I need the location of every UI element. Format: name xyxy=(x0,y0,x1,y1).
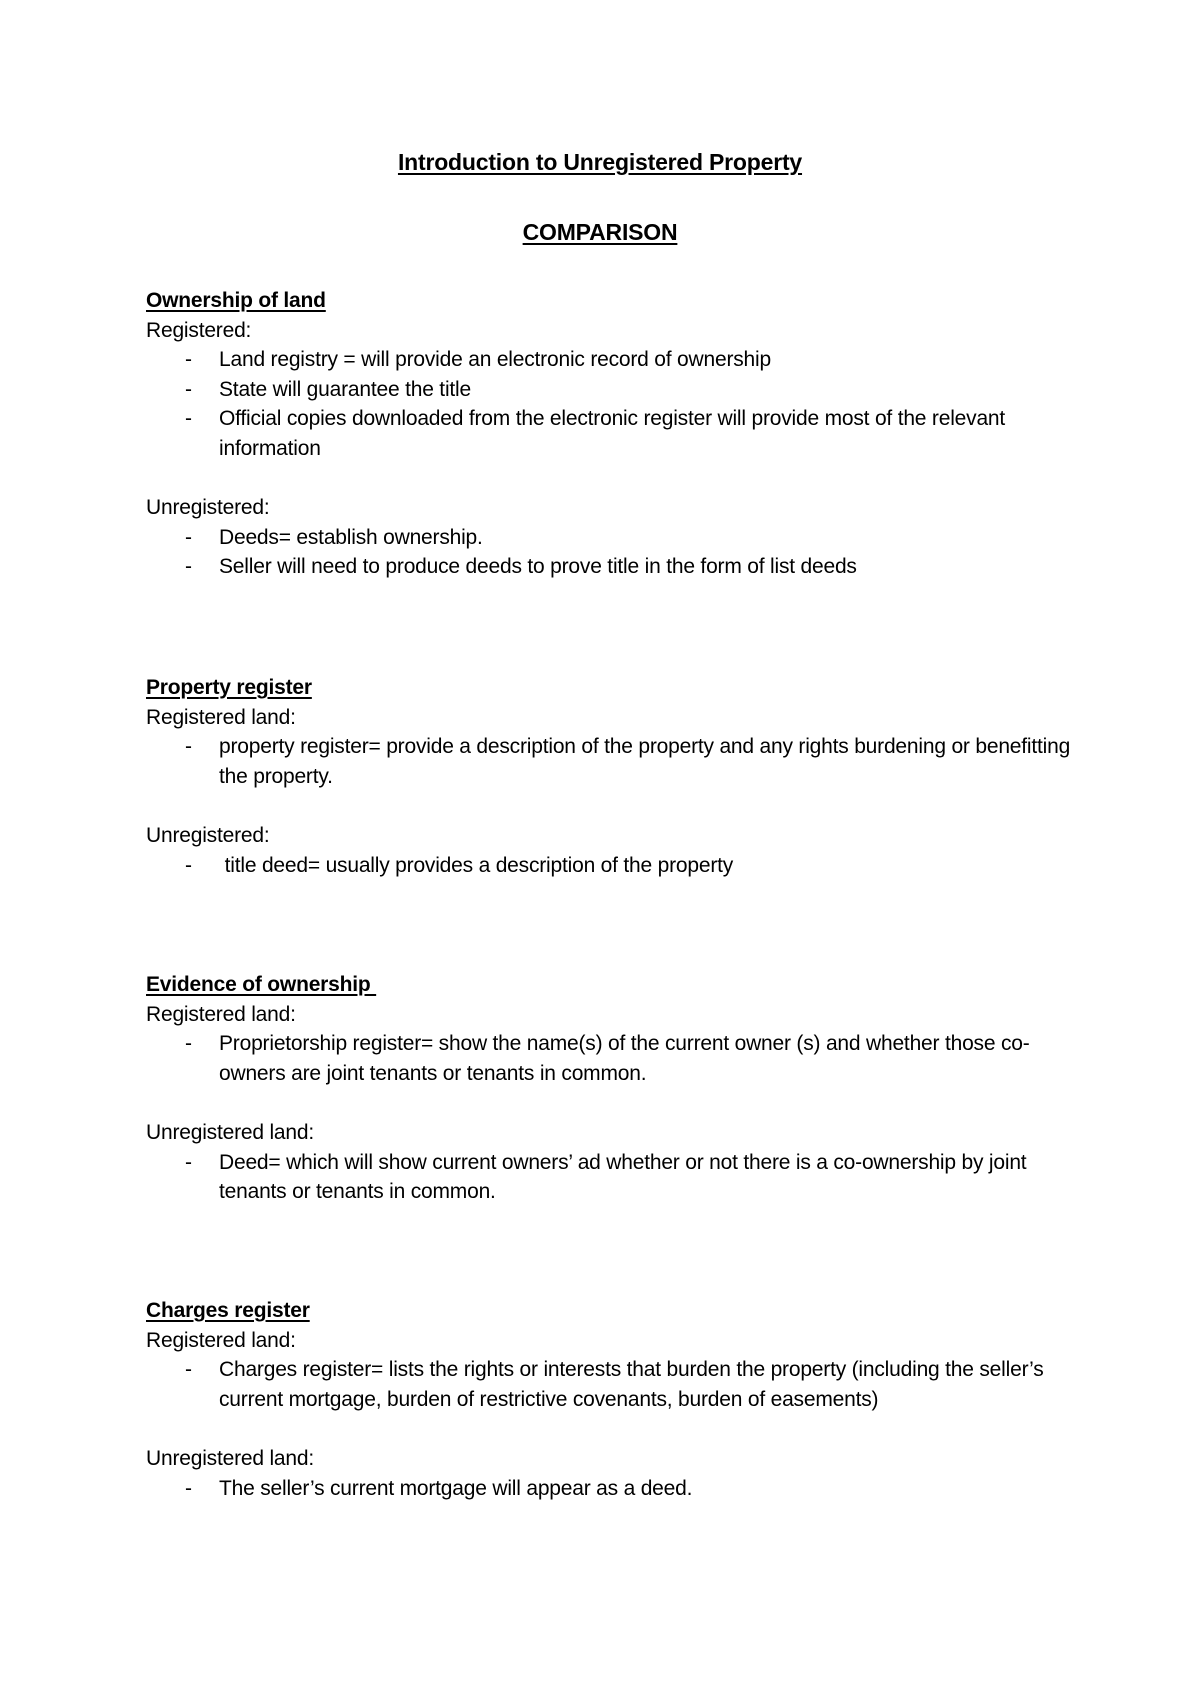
list-item xyxy=(146,1148,1086,1207)
dash-bullet: - xyxy=(185,525,192,549)
bullet-list xyxy=(146,1148,1086,1207)
group-label: Registered land: xyxy=(146,1002,296,1026)
section-heading: Property register xyxy=(146,676,312,699)
bullet-list xyxy=(146,1474,1086,1504)
group-label: Registered land: xyxy=(146,1328,296,1352)
bullet-list xyxy=(146,1355,1086,1414)
group-label: Registered land: xyxy=(146,705,296,729)
list-item-text: title deed= usually provides a description of the property xyxy=(219,853,734,877)
dash-bullet: - xyxy=(185,348,192,372)
section-evidence-of-ownership xyxy=(146,970,1086,1207)
dash-bullet: - xyxy=(185,853,192,877)
group-label: Unregistered land: xyxy=(146,1446,314,1470)
bullet-list xyxy=(146,732,1086,791)
section-heading: Ownership of land xyxy=(146,289,326,312)
group-label: Unregistered: xyxy=(146,823,270,847)
paragraph-gap xyxy=(146,1088,1086,1118)
list-item-text: Deed= which will show current owners’ ad whether or not there is a co-ownership by joint tenants or tenants in common. xyxy=(219,1150,1027,1204)
section-property-register xyxy=(146,673,1086,880)
group-label: Unregistered: xyxy=(146,496,270,520)
list-item xyxy=(146,375,1086,405)
list-item xyxy=(146,404,1086,463)
paragraph-gap xyxy=(146,791,1086,821)
bullet-list xyxy=(146,851,1086,881)
dash-bullet: - xyxy=(185,1476,192,1500)
dash-bullet: - xyxy=(185,1358,192,1382)
bullet-list xyxy=(146,523,1086,582)
list-item xyxy=(146,1474,1086,1504)
dash-bullet: - xyxy=(185,735,192,759)
dash-bullet: - xyxy=(185,555,192,579)
group-label: Unregistered land: xyxy=(146,1120,314,1144)
list-item xyxy=(146,345,1086,375)
list-item xyxy=(146,732,1086,791)
list-item-text: Deeds= establish ownership. xyxy=(219,525,483,549)
section-charges-register xyxy=(146,1296,1086,1503)
list-item-text: The seller’s current mortgage will appear as a deed. xyxy=(219,1476,693,1500)
bullet-list xyxy=(146,345,1086,463)
list-item xyxy=(146,1355,1086,1414)
paragraph-gap xyxy=(146,464,1086,494)
list-item xyxy=(146,523,1086,553)
section-heading: Evidence of ownership xyxy=(146,973,377,996)
dash-bullet: - xyxy=(185,377,192,401)
paragraph-gap xyxy=(146,1414,1086,1444)
list-item-text: property register= provide a description of the property and any rights burdening or benefitting the property. xyxy=(219,735,1071,788)
document-title: Introduction to Unregistered Property xyxy=(397,149,803,175)
list-item xyxy=(146,1029,1086,1088)
section-heading: Charges register xyxy=(146,1299,310,1322)
bullet-list xyxy=(146,1029,1086,1088)
document-subtitle: COMPARISON xyxy=(522,219,678,245)
section-ownership-of-land xyxy=(146,286,1086,582)
list-item xyxy=(146,851,1086,881)
list-item xyxy=(146,552,1086,582)
dash-bullet: - xyxy=(185,1150,192,1174)
group-label: Registered: xyxy=(146,318,252,342)
list-item-text: Land registry = will provide an electronic record of ownership xyxy=(219,348,771,372)
dash-bullet: - xyxy=(185,407,192,431)
list-item-text: Proprietorship register= show the name(s) of the current owner (s) and whether those co-owners are joint tenants or tenants in common. xyxy=(219,1032,1030,1085)
list-item-text: Seller will need to produce deeds to prove title in the form of list deeds xyxy=(219,555,857,579)
dash-bullet: - xyxy=(185,1032,192,1056)
list-item-text: State will guarantee the title xyxy=(219,377,471,401)
list-item-text: Official copies downloaded from the electronic register will provide most of the relevant information xyxy=(219,407,1006,460)
list-item-text: Charges register= lists the rights or interests that burden the property (including the seller’s current mortgage, burden of restrictive covenants, burden of easements) xyxy=(219,1358,1044,1411)
